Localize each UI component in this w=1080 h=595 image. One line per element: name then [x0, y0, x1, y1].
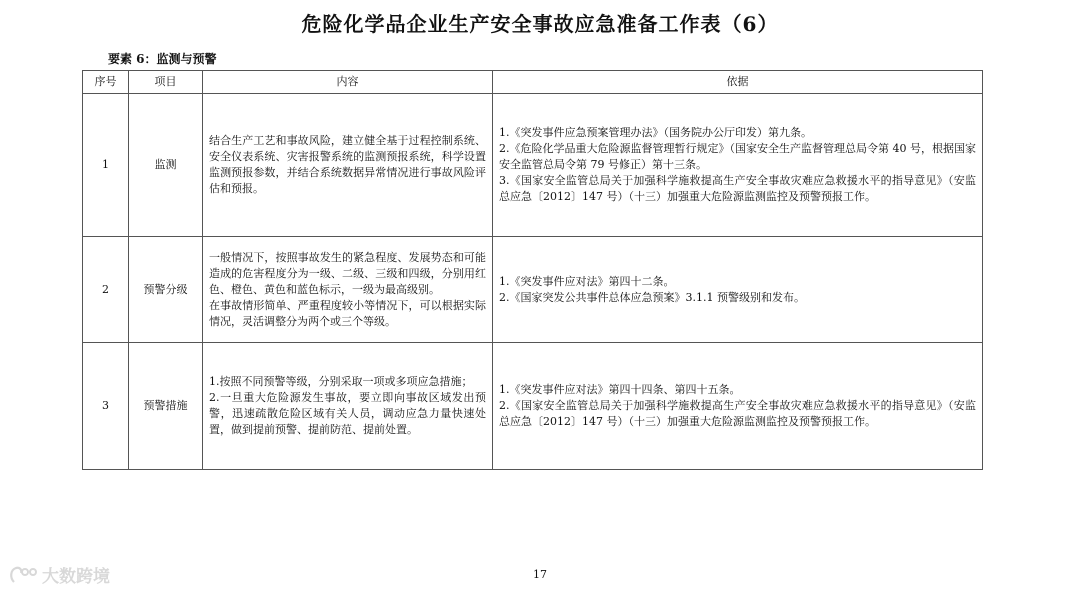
- row-basis: [493, 94, 983, 237]
- content-paragraph: 2.一旦重大危险源发生事故，要立即向事故区域发出预警，迅速疏散危险区域有关人员，调动应急力量快速处置，做到提前预警、提前防范、提前处置。: [209, 391, 486, 436]
- content-paragraph: 1.按照不同预警等级，分别采取一项或多项应急措施；: [209, 375, 473, 388]
- table-row: [83, 237, 983, 343]
- row-item: 监测: [129, 94, 203, 237]
- basis-line: 3.《国家安全监管总局关于加强科学施救提高生产安全事故灾难应急救援水平的指导意见》（安监总应急〔2012〕147 号）（十三）加强重大危险源监测监控及预警预报工作。: [499, 174, 976, 203]
- page-number: 17: [533, 568, 547, 581]
- page-title: 危险化学品企业生产安全事故应急准备工作表（6）: [301, 12, 779, 36]
- section-heading: 要素 6：监测与预警: [108, 52, 217, 66]
- header-no: 序号: [83, 71, 129, 94]
- row-basis: [493, 237, 983, 343]
- basis-line: 2.《国家突发公共事件总体应急预案》3.1.1 预警级别和发布。: [499, 290, 805, 304]
- row-basis: [493, 343, 983, 470]
- header-content: 内容: [203, 71, 493, 94]
- row-no: 1: [83, 94, 129, 237]
- emergency-table: [82, 70, 983, 470]
- basis-line: 1.《突发事件应急预案管理办法》（国务院办公厅印发）第九条。: [499, 126, 812, 139]
- table-row: [83, 94, 983, 237]
- row-item: 预警措施: [129, 343, 203, 470]
- watermark-text: 大数跨境: [42, 567, 110, 587]
- basis-line: 2.《国家安全监管总局关于加强科学施救提高生产安全事故灾难应急救援水平的指导意见》（安监总应急〔2012〕147 号）（十三）加强重大危险源监测监控及预警预报工作。: [499, 399, 976, 428]
- row-no: 3: [83, 343, 129, 470]
- row-content: [203, 343, 493, 470]
- basis-line: 1.《突发事件应对法》第四十二条。: [499, 274, 675, 288]
- table-header-row: [83, 71, 983, 94]
- table-row: [83, 343, 983, 470]
- basis-line: 1.《突发事件应对法》第四十四条、第四十五条。: [499, 383, 741, 396]
- row-no: 2: [83, 237, 129, 343]
- row-content: [203, 237, 493, 343]
- row-content: [203, 94, 493, 237]
- row-item: 预警分级: [129, 237, 203, 343]
- content-paragraph: 在事故情形简单、严重程度较小等情况下，可以根据实际情况，灵活调整分为两个或三个等级。: [209, 298, 486, 328]
- header-basis: 依据: [493, 71, 983, 94]
- basis-line: 2.《危险化学品重大危险源监督管理暂行规定》（国家安全生产监督管理总局令第 40 号，根据国家安全监管总局令第 79 号修正）第十三条。: [499, 142, 976, 171]
- header-item: 项目: [129, 71, 203, 94]
- content-paragraph: 一般情况下，按照事故发生的紧急程度、发展势态和可能造成的危害程度分为一级、二级、三级和四级，分别用红色、橙色、黄色和蓝色标示，一级为最高级别。: [209, 250, 486, 296]
- content-paragraph: 结合生产工艺和事故风险，建立健全基于过程控制系统、安全仪表系统、灾害报警系统的监测预报系统，科学设置监测预报参数，并结合系统数据异常情况进行事故风险评估和预报。: [209, 134, 486, 195]
